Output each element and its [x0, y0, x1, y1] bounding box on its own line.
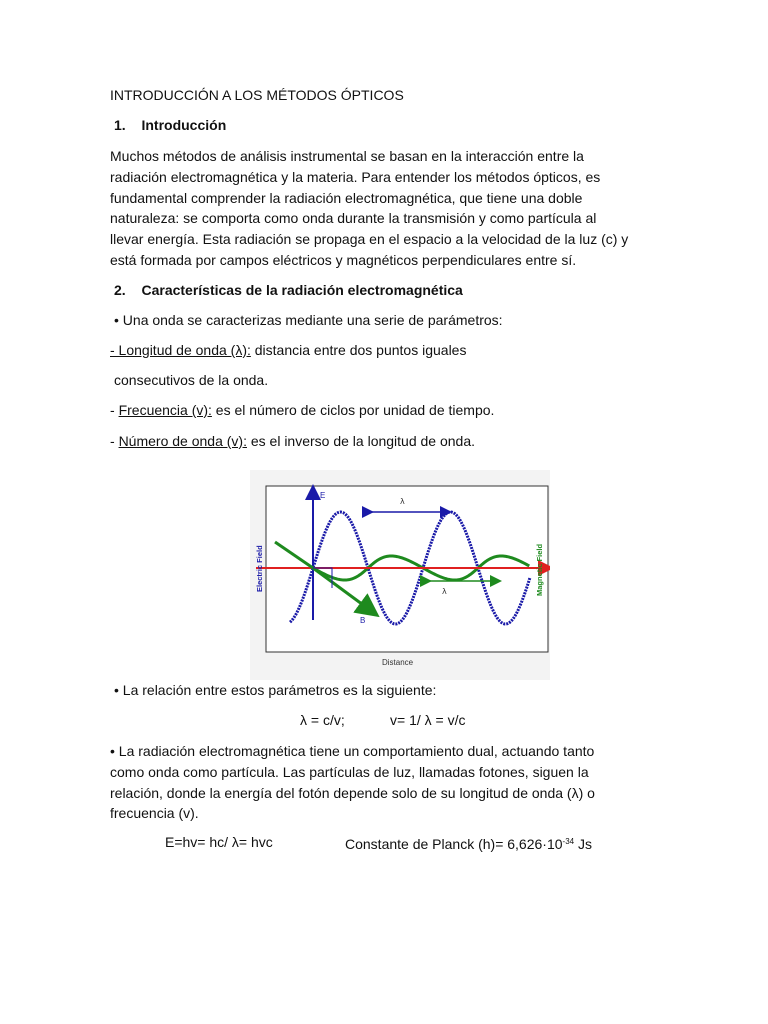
b-label: B [360, 616, 366, 625]
param-frequency [110, 401, 494, 419]
planck-unit: Js [574, 836, 592, 852]
dual-paragraph [110, 741, 670, 824]
intro-paragraph [110, 146, 670, 271]
param-wavelength [110, 341, 466, 359]
lambda-bottom-label: λ [442, 587, 447, 596]
formula-wavenumber: v= 1/ λ = v/c [390, 712, 466, 728]
param-wavenumber-term: Número de onda (v): [118, 433, 247, 449]
bullet-parameters: • Una onda se caracterizas mediante una serie de parámetros: [114, 312, 503, 328]
electric-field-label: Electric Field [255, 545, 264, 592]
lambda-top-label: λ [400, 497, 405, 506]
dual-line: como onda como partícula. Las partículas de luz, llamadas fotones, siguen la [110, 763, 589, 780]
formula-energy: E=hv= hc/ λ= hvc [165, 834, 273, 850]
dual-line: frecuencia (v). [110, 805, 199, 822]
dual-line: relación, donde la energía del fotón depende solo de su longitud de onda (λ) o [110, 784, 595, 801]
section-1-heading [114, 116, 226, 134]
section-2-number: 2. [114, 282, 126, 298]
distance-label: Distance [382, 658, 414, 667]
e-label: E [320, 491, 326, 500]
document-title: INTRODUCCIÓN A LOS MÉTODOS ÓPTICOS [110, 87, 404, 103]
intro-line: naturaleza: se comporta como onda durante la transmisión y como partícula al [110, 210, 597, 227]
bullet-relation: • La relación entre estos parámetros es la siguiente: [114, 682, 437, 698]
param-wavenumber-prefix: - [110, 433, 119, 449]
dual-line: • La radiación electromagnética tiene un comportamiento dual, actuando tanto [110, 743, 595, 759]
section-1-title: Introducción [141, 117, 227, 133]
formula-wavelength: λ = c/v; [300, 712, 345, 728]
em-wave-figure [250, 470, 550, 680]
planck-constant [345, 833, 592, 853]
section-1-number: 1. [114, 117, 126, 133]
param-wavelength-term: - Longitud de onda (λ): [110, 342, 251, 358]
intro-line: llevar energía. Esta radiación se propaga en el espacio a la velocidad de la luz (c) y [110, 231, 629, 248]
section-2-heading [114, 281, 463, 299]
intro-line: radiación electromagnética y la materia. Para entender los métodos ópticos, es [110, 168, 601, 185]
param-wavelength-continued: consecutivos de la onda. [114, 372, 269, 388]
param-wavenumber [110, 432, 475, 450]
intro-line: Muchos métodos de análisis instrumental se basan en la interacción entre la [110, 148, 584, 164]
param-frequency-prefix: - [110, 402, 119, 418]
intro-line: está formada por campos eléctricos y magnéticos perpendiculares entre sí. [110, 251, 577, 268]
param-frequency-def: es el número de ciclos por unidad de tiempo. [211, 402, 495, 418]
param-wavenumber-def: es el inverso de la longitud de onda. [246, 433, 476, 449]
planck-exponent: -34 [562, 837, 575, 846]
intro-line: fundamental comprender la radiación electromagnética, que tiene una doble [110, 189, 583, 206]
planck-constant-text: Constante de Planck (h)= 6,626·10 [345, 836, 563, 852]
section-2-title: Características de la radiación electromagnética [141, 282, 463, 298]
param-wavelength-def: distancia entre dos puntos iguales [250, 342, 467, 358]
param-frequency-term: Frecuencia (v): [118, 402, 212, 418]
em-wave-diagram [250, 470, 550, 680]
magnetic-field-label: Magnetic Field [535, 543, 544, 596]
